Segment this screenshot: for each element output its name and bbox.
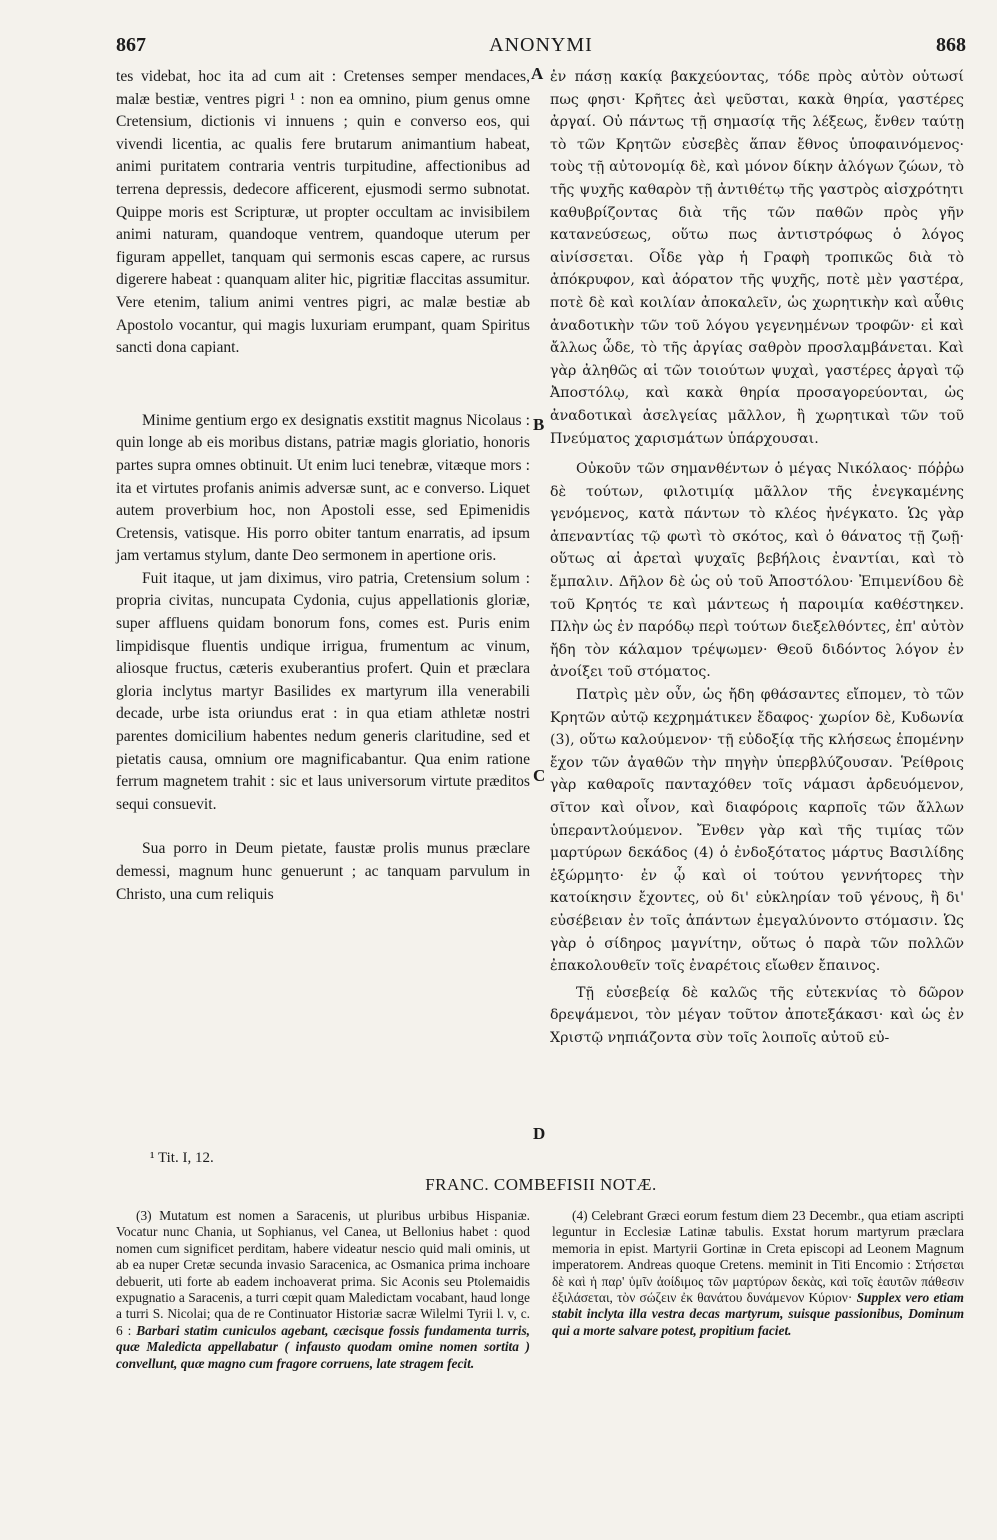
note-4-text: (4) Celebrant Græci eorum festum diem 23 Decembr., qua etiam ascripti leguntur in Ecclesiæ Latinæ tabulis. Exstat horum martyrum præclara memoria in epist. Martyrii Gortinæ in Creta episcopi ad Leonem Magnum imperatorem. Andreas quoque Cretens. meminit in Titi Encomio : Στήσεται δὲ καὶ ἡ παρ' ὑμῖν ἀοίδιμος τῶν μαρτύρων δεκὰς, καὶ τοῖς ἑαυτῶν πάθεσιν ἐξιλάσεται, τὸν σώζειν ἐκ θανάτου δυνάμενον Κύριον·: [552, 1208, 964, 1306]
latin-paragraph: Sua porro in Deum pietate, faustæ prolis munus præclare demessi, magnum hunc genuerunt ; ac tanquam parvulum in Christo, una cum reliquis: [116, 840, 530, 903]
section-marker-b: B: [533, 415, 545, 434]
notes-heading: FRANC. COMBEFISII NOTÆ.: [425, 1175, 657, 1194]
section-marker-d: D: [533, 1124, 546, 1143]
note-3: [116, 1208, 530, 1372]
latin-paragraph: Minime gentium ergo ex designatis exstitit magnus Nicolaus : quin longe ab eis moribus distans, patriæ magis gloriatio, honoris partes supra omnes obtinuit. Ut enim luci tenebræ, vitæque mors : ita et virtutes profanis animis adversæ sunt, ac e converso. Liquet autem proverbium hoc, non Apostoli esse, sed Epimenidis Cretensis, vatisque. His porro obiter tantum enarratis, ad ipsum jam vertamus stylum, dante Deo sermonem in apertione oris.: [116, 411, 530, 565]
greek-paragraph: ἐν πάσῃ κακίᾳ βακχεύοντας, τόδε πρὸς αὐτὸν οὑτωσί πως φησι· Κρῆτες ἀεὶ ψεῦσται, κακὰ θηρία, γαστέρες ἀργαί. Οὐ πάντως τῇ σημασίᾳ τῆς λέξεως, ἔνθεν ταύτῃ τὸ τῶν Κρητῶν εὐσεβὲς ἅπαν ἔθνος ὑποφαινόμενος· τοὺς τῇ αὐτονομίᾳ δὲ, καὶ μόνον δίκην ἀλόγων ζώων, τὸ τῆς ψυχῆς καθαρὸν τῇ ἀντιθέτῳ τῆς γαστρὸς αἰσχρότητι καθυβρίζοντας διὰ τῆς τῶν παθῶν πρὸς γῆν κατανεύσεως, οὕτω πως ἀντιστρόφως ὁ λόγος αἰνίσσεται. Οἶδε γὰρ ἡ Γραφὴ τροπικῶς διὰ τὸ ἀπόκρυφον, καὶ ἀόρατον τῆς ψυχῆς, ποτὲ μὲν γαστέρα, ποτὲ δὲ καὶ κοιλίαν ἀποκαλεῖν, ὡς χωρητικὴν καὶ αὖθις ἀναδοτικὴν τῶν τοῦ λόγου γεγενημένων τροφῶν· εἰ καὶ ἄλλως ὧδε, τὸ τῆς ἀργίας σαθρὸν προσλαμβάνεται. Καὶ γὰρ ἀληθῶς αἱ τῶν τοιούτων ψυχαὶ, γαστέρες ἀργαὶ τῷ Ἀποστόλῳ, καὶ κακὰ θηρία προσαγορεύονται, ὡς ἀναδοτικαὶ ἀσελγείας μᾶλλον, ἢ χωρητικαὶ τῶν τοῦ Πνεύματος χαρισμάτων ὑπάρχουσαι.: [550, 69, 964, 447]
note-4: [552, 1208, 964, 1339]
latin-paragraph: tes videbat, hoc ita ad cum ait : Cretenses semper mendaces, malæ bestiæ, ventres pigri ¹ : non ea omnino, pium genus omne Cretensium, dictionis vi innuens ; quin e converso eos, qui vivendi licentia, ac qualis fere brutarum animantium habeat, animi puritatem contraria ventris turpitudine, affectionibus ad terrena depressis, dedecore afficerent, ejusmodi sermo subnotat. Quippe moris est Scripturæ, ut propter occultam ac invisibilem animi naturam, quandoque ventrem, quandoque uterum per figuram appellet, tanquam qui sermonis escas capere, ac rursus digerere habeat : quanquam aliter hic, pigritiæ flaccitas assumitur. Vere etenim, talium animi ventres pigri, ac malæ bestiæ ab Apostolo vocantur, qui magis luxuriam erumpant, quam Spiritus sancti dona capiant.: [116, 68, 530, 357]
section-marker-c: C: [533, 766, 546, 785]
greek-column: [550, 66, 964, 1050]
running-title: ANONYMI: [489, 34, 593, 56]
notes-column-left: [116, 1208, 530, 1372]
greek-paragraph: Πατρὶς μὲν οὖν, ὡς ἤδη φθάσαντες εἴπομεν, τὸ τῶν Κρητῶν αὐτῷ κεχρημάτικεν ἔδαφος· χωρίον δὲ, Κυδωνία (3), οὕτω καλούμενον· τῇ εὐδοξίᾳ τῆς κλήσεως ἑπομένην ἔχον τῶν ἀγαθῶν τὴν πηγὴν ὑπερβλύζουσαν. Ῥείθροις γὰρ καθαροῖς πανταχόθεν τοῖς νάμασι ἀρδευόμενον, σῖτον καὶ οἶνον, καὶ διαφόροις καρποῖς τῶν ἄλλων ὑπεραντλούμενον. Ἔνθεν γὰρ καὶ τῆς τιμίας τῶν μαρτύρων δεκάδος (4) ὁ ἐνδοξότατος μάρτυς Βασιλίδης ἐξώρμητο· ἐν ᾧ καὶ οἱ τούτου γεννήτορες τὴν κατοίκησιν ἔχοντες, οὐ δι' εὐκληρίαν τοῦ γένους, ἢ δι' εὐσέβειαν ἐν τοῖς ἁπάντων ἐμεγαλύνοντο στόμασιν. Ὡς γὰρ ὁ σίδηρος μαγνίτην, οὕτως ὁ παρὰ τῶν πολλῶν ἐπακολουθεῖν τοῖς ἐναρέτοις εἴωθεν ἔπαινος.: [550, 687, 964, 975]
note-3-quote: Barbari statim cuniculos agebant, cæcisque fossis fundamenta turris, quæ Maledicta appellabatur ( infausto quodam omine nomen sortita ) convellunt, quæ magno cum fragore corruens, late stragem fecit.: [116, 1322, 530, 1371]
page-number-right: 868: [936, 34, 966, 56]
greek-paragraph: Οὐκοῦν τῶν σημανθέντων ὁ μέγας Νικόλαος· πόῤῥω δὲ τούτων, φιλοτιμίᾳ μᾶλλον τῆς ἐνεγκαμένης γενόμενος, κατὰ πάντων τὸ κλέος ἠνέγκατο. Ὡς γὰρ ἀπεναντίας τῷ φωτὶ τὸ σκότος, καὶ ὁ θάνατος τῇ ζωῇ· οὕτως αἱ ἀρεταὶ ψυχαῖς βεβήλοις ἐναντίαι, καὶ τὸ ἔμπαλιν. Δῆλον δὲ ὡς οὐ τοῦ Ἀποστόλου· Ἐπιμενίδου δὲ τοῦ Κρητός τε καὶ μάντεως ἡ παροιμία καθέστηκεν. Πλὴν ὡς ἐν παρόδῳ περὶ τούτων διεξελθόντες, ἐπ' αὐτὸν ἤδη τὸν κάλαμον τρέψωμεν· Θεοῦ διδόντος λόγον ἐν ἀνοίξει τοῦ στόματος.: [550, 461, 964, 681]
running-header: [116, 34, 966, 64]
latin-column: [116, 66, 530, 906]
page-number-left: 867: [116, 34, 146, 56]
note-3-text: (3) Mutatum est nomen a Saracenis, ut pluribus urbibus Hispaniæ. Vocatur nunc Chania, ut Sophianus, vel Canea, ut Bellonius habet : quod nomen cum significet perditam, habere videatur nescio quid mali ominis, ut ab ea nuper Cretæ secunda invasio Saracenica, ac Osmanica prima inchoare debuerit, uti forte ab eadem inchoaverat prima. Sic Aconis seu Ptolemaidis expugnatio a Saracenis, a turri cœpit quam Maledictam vocabant, haud longe a turri S. Nicolai; qua de re Continuator Historiæ sacræ Wilelmi Tyrii l. v, c. 6 :: [116, 1208, 530, 1338]
note-4-quote: Supplex vero etiam stabit inclyta illa vestra decas martyrum, suisque passionibus, Dominum qui a morte salvare potest, propitium faciet.: [552, 1290, 964, 1338]
scripture-footnote: ¹ Tit. I, 12.: [150, 1150, 214, 1166]
section-marker-a: A: [531, 64, 544, 83]
latin-paragraph: Fuit itaque, ut jam diximus, viro patria, Cretensium solum : propria civitas, nuncupata Cydonia, cujus appellationis gloriæ, super affluens quidam bonorum fons, comes est. Puris enim limpidisque fluentis undique irrigua, frumentum ac vinum, aliosque fructus, cæteris exuberantius profert. Quin et præclara gloria inclytus martyr Basilides ex martyrum illa venerabili decade, urbe ista oriundus erat : in qua etiam athletæ nostri parentes domicilium habentes nedum generis claritudine, sed et pietatis causa, omnium ore magnificabantur. Qua enim ratione ferrum magnetem trahit : sic et laus universorum virtute præditos sequi consuevit.: [116, 569, 530, 813]
greek-paragraph: Τῇ εὐσεβείᾳ δὲ καλῶς τῆς εὐτεκνίας τὸ δῶρον δρεψάμενοι, τὸν μέγαν τοῦτον ἀποτεξάκασι· καὶ ὡς ἐν Χριστῷ νηπιάζοντα σὺν τοῖς λοιποῖς αὐτοῦ εὐ-: [550, 984, 964, 1046]
notes-column-right: [552, 1208, 964, 1339]
